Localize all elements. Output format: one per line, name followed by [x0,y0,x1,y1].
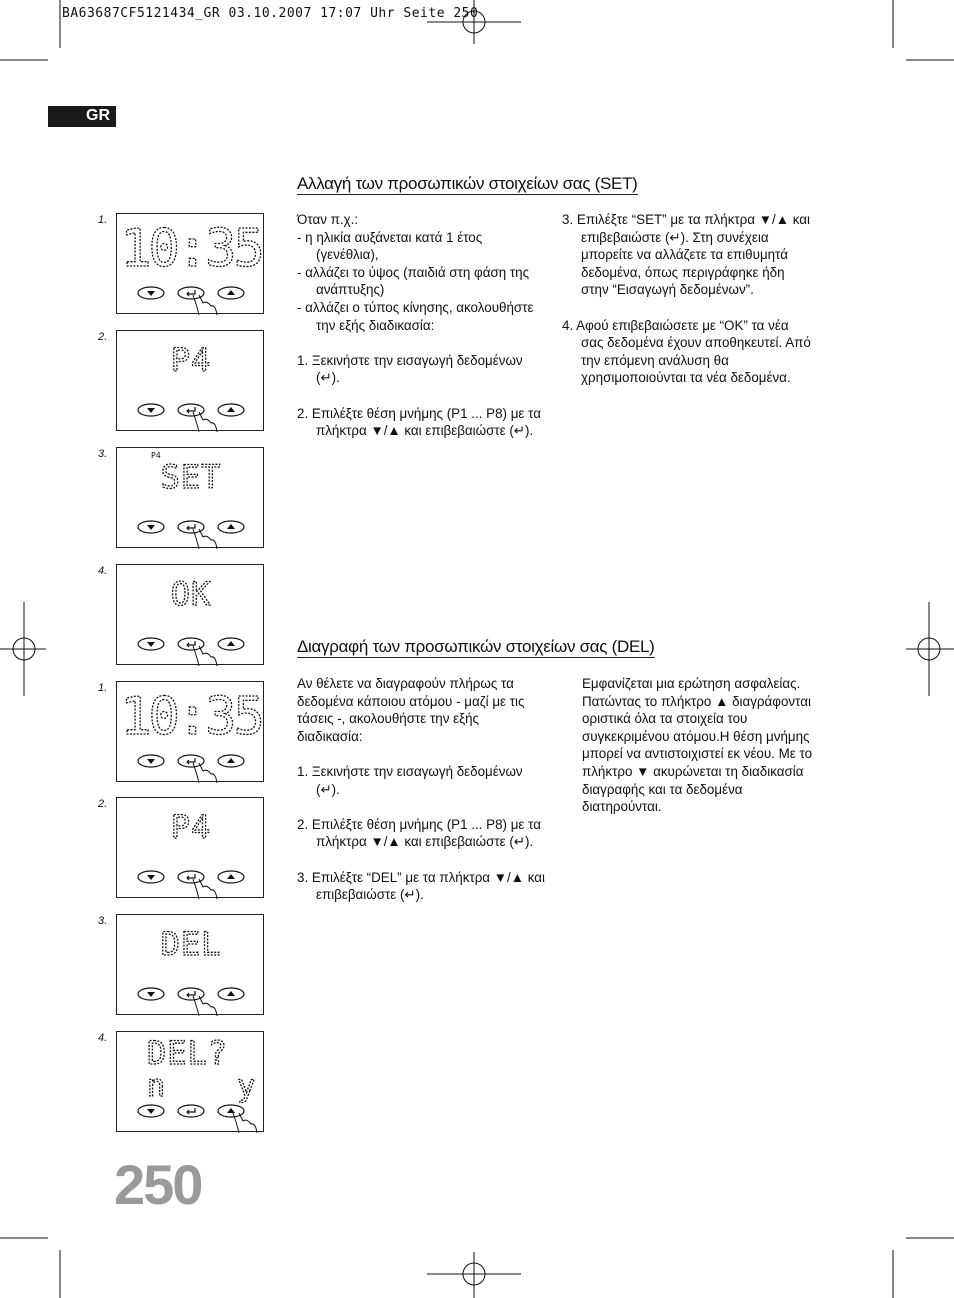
lcd-main-text: DEL? [147,1034,229,1072]
down-button[interactable] [138,988,164,1000]
down-button[interactable] [138,1105,164,1117]
text-line [297,798,547,816]
lcd-screen [117,915,265,1016]
down-button[interactable] [138,287,164,299]
figure-number: 2. [98,331,108,343]
section-del-title: Διαγραφή των προσωπικών στοιχείων σας (DEL) [297,637,655,656]
lcd-screen [117,214,265,315]
text-line: 3. Επιλέξτε “DEL” με τα πλήκτρα ▼/▲ και επιβεβαιώστε (↵). [297,869,545,903]
down-button[interactable] [138,871,164,883]
lcd-screen [117,798,265,899]
figure-number: 3. [98,915,108,927]
lcd-display [116,914,264,1015]
lcd-screen [117,565,265,666]
lcd-main-text: SET [160,458,222,496]
up-button[interactable] [218,287,244,299]
lcd-display [116,213,264,314]
text-line: 4. Αφού επιβεβαιώσετε με “OK” τα νέα σας δεδομένα έχουν αποθηκευτεί. Από την επόμενη ανάλυση θα χρησιμοποιούνται τα νέα δεδομένα. [562,317,811,386]
language-label: GR [86,107,110,124]
figure-number: 3. [98,448,108,460]
figure-number: 1. [98,682,108,694]
lcd-display [116,447,264,548]
page-number: 250 [114,1153,202,1216]
text-line: - αλλάζει ο τύπος κίνησης, ακολουθήστε την εξής διαδικασία: [297,299,534,333]
up-button[interactable] [218,404,244,416]
lcd-main-text: OK [170,575,212,613]
section-set-title: Αλλαγή των προσωπικών στοιχείων σας (SET) [297,174,638,193]
down-button[interactable] [138,638,164,650]
section-del-left-column [297,675,547,904]
enter-button[interactable] [178,1105,204,1117]
lcd-memory-indicator: P4 [151,451,161,460]
text-line: - η ηλικία αυξάνεται κατά 1 έτος (γενέθλια), [297,229,483,263]
text-line: Αν θέλετε να διαγραφούν πλήρως τα δεδομένα κάποιου ατόμου - μαζί με τις τάσεις -, ακολουθήστε την εξής διαδικασία: [297,676,525,744]
text-line: 3. Επιλέξτε “SET” με τα πλήκτρα ▼/▲ και επιβεβαιώστε (↵). Στη συνέχεια μπορείτε να αλλάζετε τα επιθυμητά δεδομένα, όπως περιγράφηκε ήδη στην “Εισαγωγή δεδομένων”. [562,212,810,298]
lcd-main-text: 10:35 [120,687,262,747]
text-line [297,745,547,763]
text-line: 1. Ξεκινήστε την εισαγωγή δεδομένων (↵). [297,352,523,386]
lcd-main-text: 10:35 [120,219,262,279]
lcd-main-text: DEL [160,925,222,963]
figure-number: 2. [98,798,108,810]
lcd-second-line: n y [147,1069,256,1104]
text-line [562,299,812,317]
text-line: 2. Επιλέξτε θέση μνήμης (P1 ... P8) με τα πλήκτρα ▼/▲ και επιβεβαιώστε (↵). [297,405,541,439]
figure-number: 1. [98,214,108,226]
lcd-display [116,564,264,665]
lcd-display [116,797,264,898]
lcd-screen [117,448,265,549]
section-set-right-column [562,211,812,387]
language-badge [48,106,116,127]
text-line: Εμφανίζεται μια ερώτηση ασφαλείας. Πατώντας το πλήκτρο ▲ διαγράφονται οριστικά όλα τα στοιχεία του συγκεκριμένου ατόμου.Η θέση μνήμης μπορεί να αντιστοιχιστεί εκ νέου. Με το πλήκτρο ▼ ακυρώνεται τη διαδικασία διαγραφής και τα δεδομένα διατηρούνται. [582,676,813,815]
lcd-display [116,330,264,431]
lcd-main-text: P4 [170,808,212,846]
lcd-screen [117,682,265,783]
section-set-left-column [297,211,547,440]
print-slug: BA63687CF5121434_GR 03.10.2007 17:07 Uhr Seite 250 [62,6,479,21]
text-line [297,851,547,869]
up-button[interactable] [218,755,244,767]
text-line: 1. Ξεκινήστε την εισαγωγή δεδομένων (↵). [297,763,523,797]
lcd-display [116,1031,264,1132]
text-line: - αλλάζει το ύψος (παιδιά στη φάση της ανάπτυξης) [297,264,530,298]
text-line: 2. Επιλέξτε θέση μνήμης (P1 ... P8) με τα πλήκτρα ▼/▲ και επιβεβαιώστε (↵). [297,816,541,850]
lcd-main-text: P4 [170,341,212,379]
figure-number: 4. [98,565,108,577]
text-line [297,334,547,352]
text-line: Όταν π.χ.: [297,212,359,227]
lcd-screen [117,1032,265,1133]
lcd-screen [117,331,265,432]
down-button[interactable] [138,404,164,416]
up-button[interactable] [218,871,244,883]
up-button[interactable] [218,638,244,650]
figure-number: 4. [98,1032,108,1044]
up-button[interactable] [218,521,244,533]
down-button[interactable] [138,521,164,533]
down-button[interactable] [138,755,164,767]
text-line [297,387,547,405]
lcd-display [116,681,264,782]
section-del-right-column [582,675,814,816]
up-button[interactable] [218,988,244,1000]
